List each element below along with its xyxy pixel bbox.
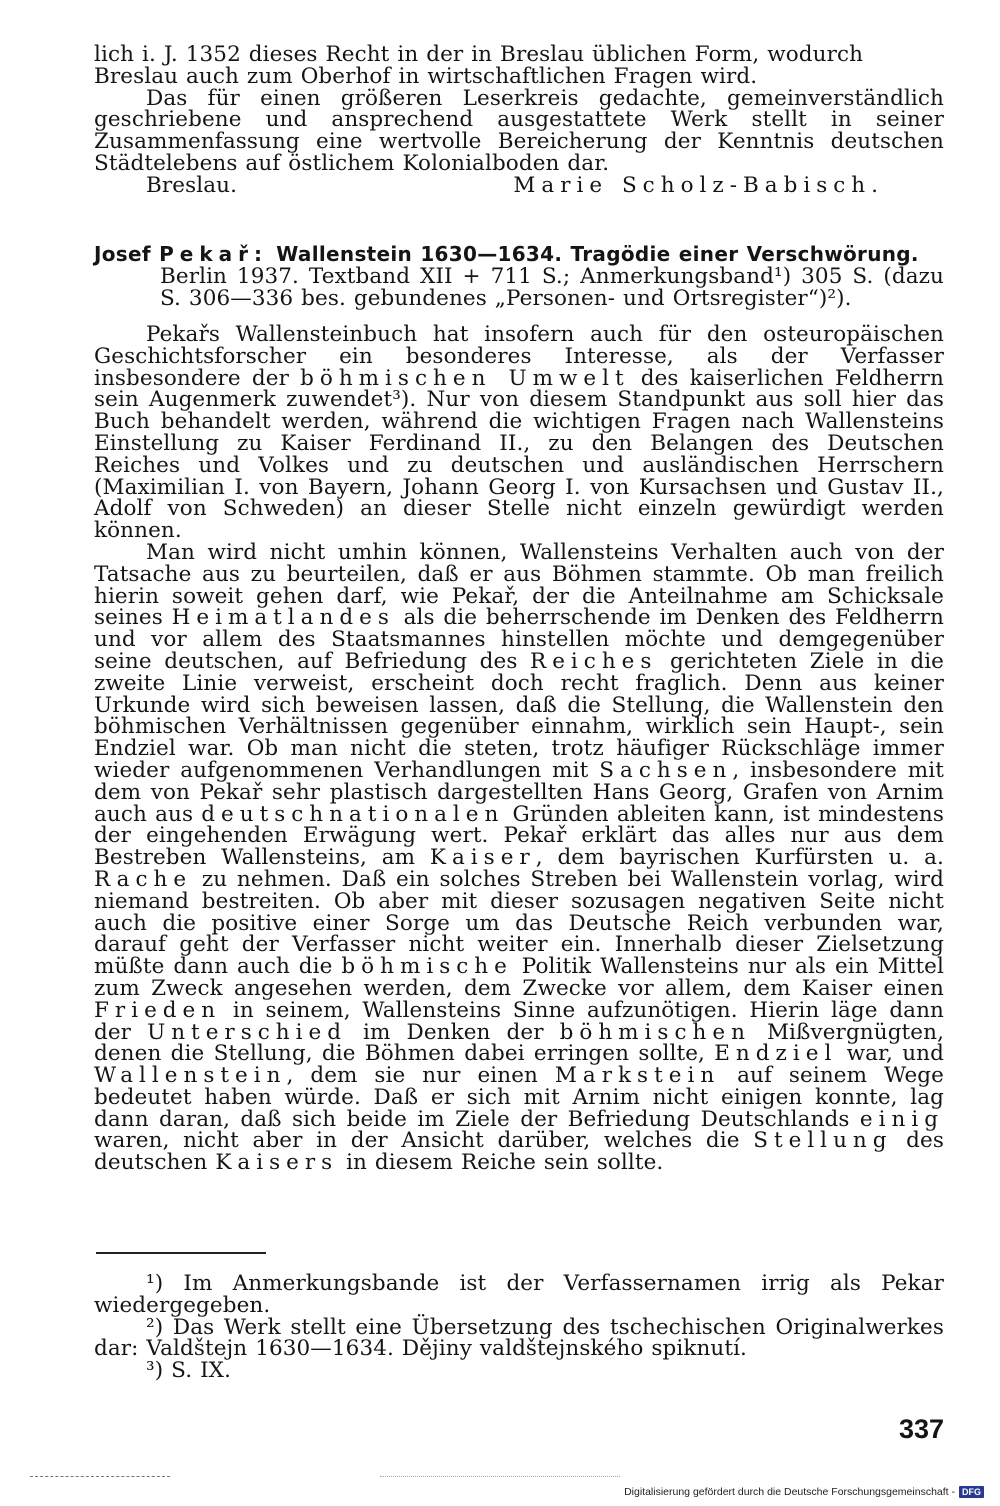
footnote-divider [96, 1252, 266, 1254]
footnote-2: ²) Das Werk stellt eine Übersetzung des tschechischen Originalwerkes dar: Valdštejn 1630—1634. Dějiny valdštejnského spiknutí. [94, 1314, 944, 1362]
spaced-emphasis: Rache [94, 866, 193, 892]
text-run: , dem bayrischen Kurfürsten u. a. [535, 845, 944, 871]
continuation-text [94, 44, 944, 197]
spaced-emphasis: einig [859, 1106, 944, 1132]
continuation-line-2: Breslau auch zum Oberhof in wirtschaftlichen Fragen wird. [94, 63, 758, 89]
text-run: in seinem, Wallensteins Sinne aufzunötigen. Hierin läge dann der [94, 997, 944, 1045]
review-author-first: Josef [94, 242, 151, 266]
continuation-line-1: lich i. J. 1352 dieses Recht in der in Breslau üblichen Form, wodurch [94, 42, 864, 67]
spaced-emphasis: Sachsen [599, 757, 733, 783]
text-run: , insbesondere mit dem von Pekař sehr plastisch dargestellten Hans Georg, Grafen von Arnim auch aus [94, 757, 944, 827]
spaced-emphasis: Heimatlandes [171, 605, 395, 631]
text-run: Man wird nicht umhin können, Wallensteins Verhalten auch von der Tatsache aus zu beurteilen, daß er aus Böhmen stammte. Ob man freilich hierin soweit gehen darf, wie Pekař, der die Anteilnahme am Schicksale seines [94, 539, 944, 631]
spaced-emphasis: Frieden [94, 997, 222, 1023]
spaced-emphasis: Markstein [554, 1063, 721, 1089]
page-number: 337 [898, 1414, 944, 1444]
text-run: Pekařs Wallensteinbuch hat insofern auch für den osteuropäischen Geschichtsforscher ein besonderes Interesse, als der Verfasser insbesondere der [94, 322, 944, 391]
review-bibliography: Berlin 1937. Textband XII + 711 S.; Anmerkungsband¹) 305 S. (dazu S. 306—336 bes. gebundenes „Personen- und Ortsregister“)²). [160, 263, 944, 311]
scan-mark-center [380, 1476, 620, 1478]
text-run: zu nehmen. Daß ein solches Streben bei Wallenstein vorlag, wird niemand bestreiten. Ob aber mit dieser sozusagen negativen Seite nicht auch die positive einer Sorge um das Deutsche Reich verbunden war, darauf geht der Verfasser nicht weiter ein. Innerhalb dieser Zielsetzung müßte dann auch die [94, 866, 944, 980]
review-body [94, 324, 944, 1174]
footnote-3: ³) S. IX. [146, 1358, 232, 1384]
text-run: als die beherrschende im Denken des Feldherrn und vor allem des Staatsmannes hinstellen möchte und demgegenüber seine deutschen, auf Befriedung des [94, 605, 944, 674]
credit-text: Digitalisierung gefördert durch die Deutsche Forschungsgemeinschaft - [624, 1486, 955, 1498]
spaced-emphasis: Endziel [714, 1041, 838, 1067]
review-author-last: Pekař: [159, 242, 269, 266]
body-paragraph-1 [94, 324, 944, 542]
scan-mark-left [30, 1476, 170, 1478]
text-run: im Denken der [347, 1019, 560, 1045]
text-run: des kaiserlichen Feldherrn sein Augenmerk zuwendet³). Nur von diesem Standpunkt aus soll hier das Buch behandelt werden, während die wichtigen Fragen nach Wallensteins Einstellung zu Kaiser Ferdinand II., zu den Belangen des Deutschen Reiches und Volkes und zu deutschen und ausländischen Herrschern (Maximilian I. von Bayern, Johann Georg I. von Kursachsen und Gustav II., Adolf von Schweden) an dieser Stelle nicht einzeln gewürdigt werden können. [94, 365, 944, 544]
spaced-emphasis: böhmische [341, 954, 513, 980]
spaced-emphasis: Wallenstein [94, 1063, 287, 1089]
text-run: , dem sie nur einen [286, 1063, 555, 1089]
text-run: Mißvergnügten, denen die Stellung, die Böhmen dabei erringen sollte, [94, 1019, 945, 1067]
spaced-emphasis: Reiches [530, 648, 658, 674]
spaced-emphasis: Kaiser [429, 845, 536, 871]
spaced-emphasis: Stellung [753, 1128, 893, 1154]
text-run: des deutschen [94, 1128, 944, 1176]
spaced-emphasis: Unterschied [147, 1019, 347, 1045]
body-paragraph-2 [94, 539, 945, 1176]
text-run: war, und [837, 1041, 944, 1067]
text-run: Politik Wallensteins nur als ein Mittel zum Zweck angesehen werden, dem Zwecke vor allem, dem Kaiser einen [94, 954, 944, 1001]
review-title-line [94, 244, 944, 266]
spaced-emphasis: böhmischen Umwelt [300, 365, 630, 391]
footnote-1: ¹) Im Anmerkungsbande ist der Verfassernamen irrig als Pekar wiedergegeben. [94, 1271, 944, 1318]
closing-paragraph: Das für einen größeren Leserkreis gedachte, gemeinverständlich geschriebene und ansprechend ausgestattete Werk stellt in seiner Zusammenfassung eine wertvolle Bereicherung der Kenntnis deutschen Städtelebens auf östlichem Kolonialboden dar. [94, 85, 944, 176]
digitization-credit [624, 1486, 984, 1498]
spaced-emphasis: Kaisers [215, 1150, 339, 1176]
signature-line [94, 172, 944, 198]
review-heading [94, 244, 944, 309]
spaced-emphasis: böhmischen [559, 1019, 751, 1045]
spaced-emphasis: deutschnationalen [201, 801, 505, 827]
review-book-title: Wallenstein 1630—1634. Tragödie einer Verschwörung. [276, 242, 919, 266]
signature-place: Breslau. [146, 172, 238, 198]
text-run: waren, nicht aber in der Ansicht darüber, welches die [94, 1128, 754, 1154]
text-run: auf seinem Wege bedeutet haben würde. Daß er sich mit Arnim nicht einigen konnte, lag dann daran, daß sich beide im Ziele der Befriedung Deutschlands [94, 1063, 944, 1132]
footnotes [94, 1273, 944, 1382]
text-run: Gründen ableiten kann, ist mindestens der eingehenden Erwägung wert. Pekař erklärt das alles nur aus dem Bestreben Wallensteins, am [94, 801, 944, 871]
text-run: in diesem Reiche sein sollte. [338, 1150, 664, 1176]
text-run: gerichteten Ziele in die zweite Linie verweist, erscheint doch recht fraglich. Denn aus keiner Urkunde wird sich beweisen lassen, daß die Stellung, die Wallenstein den böhmischen Verhältnissen gegenüber einnahm, wirklich sein Haupt-, sein Endziel war. Ob man nicht die steten, trotz häufiger Rückschläge immer wieder aufgenommenen Verhandlungen mit [94, 648, 944, 783]
signature-name: Marie Scholz-Babisch. [513, 172, 884, 198]
dfg-logo-icon: DFG [959, 1486, 984, 1498]
